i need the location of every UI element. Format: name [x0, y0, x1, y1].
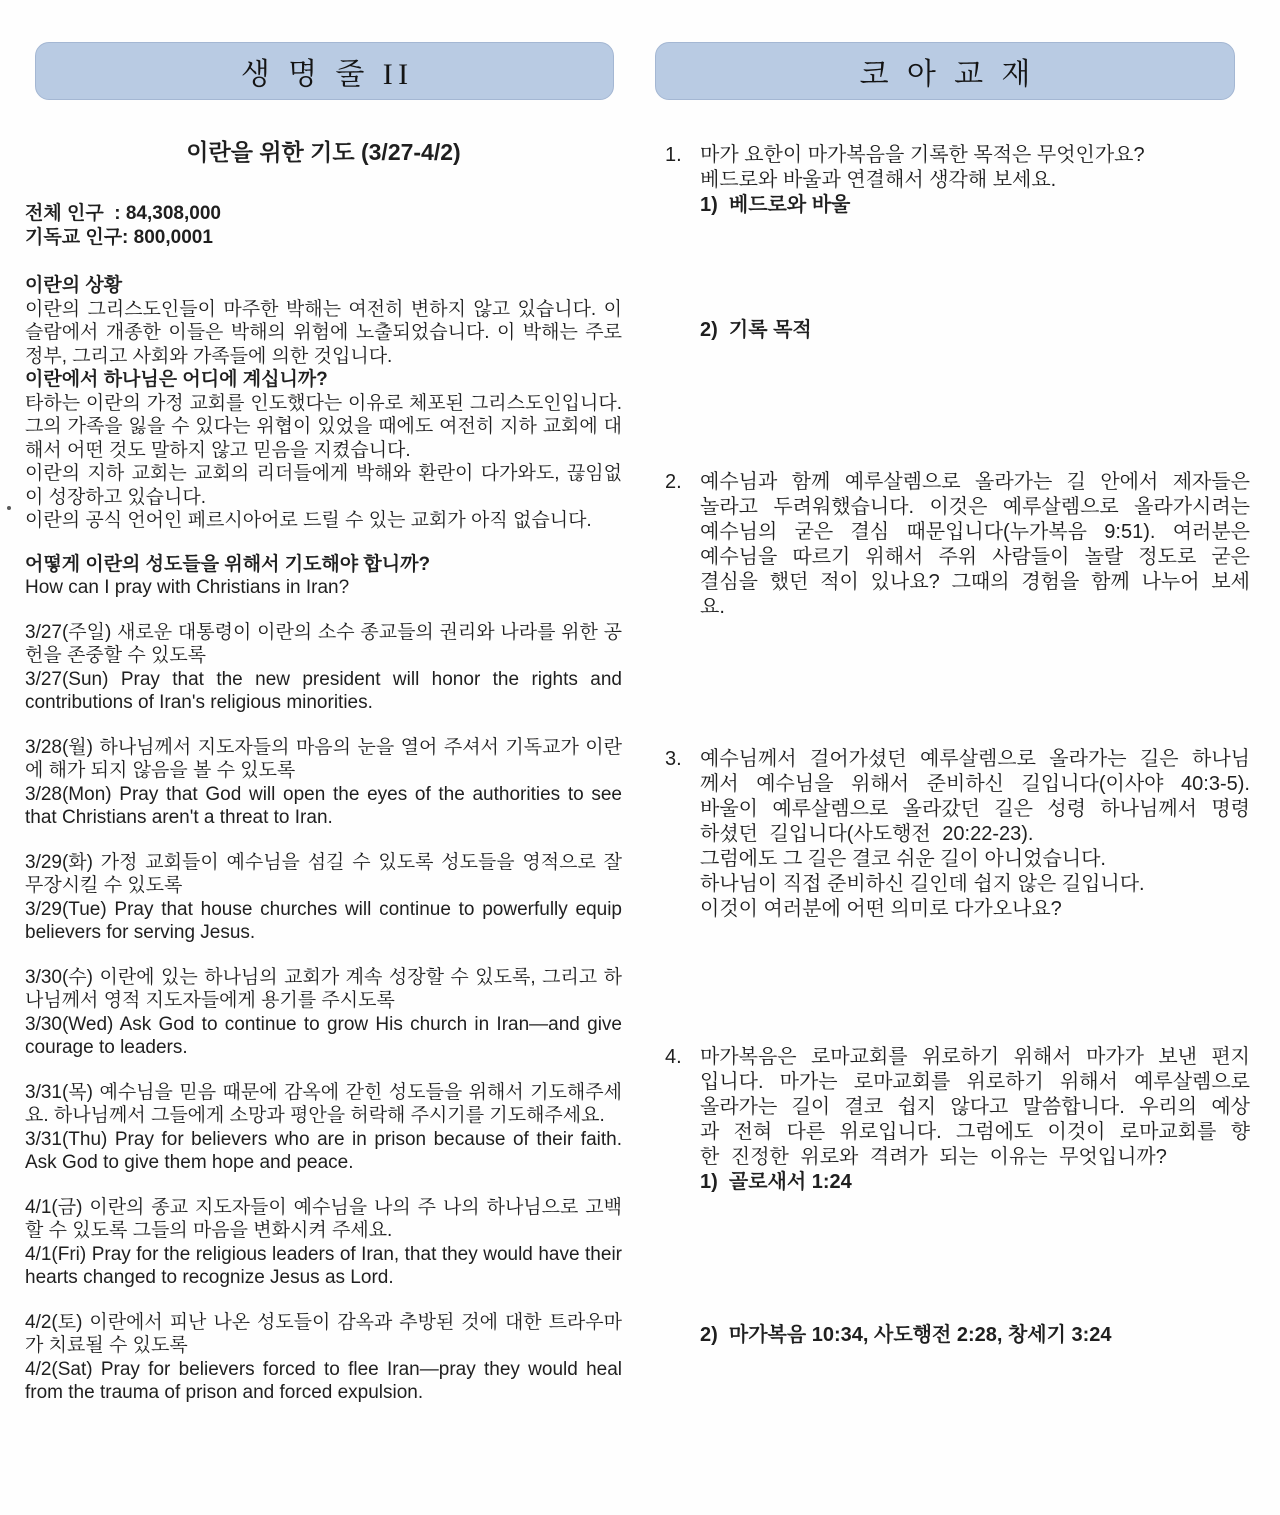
question-item — [665, 143, 1250, 343]
text-line: 4/2(Sat) Pray for believers forced to flee Iran—pray they would heal from the trauma of prison and forced expulsion. — [25, 1358, 622, 1403]
right-section-header — [655, 42, 1235, 100]
prayer-title: 이란을 위한 기도 (3/27-4/2) — [186, 139, 461, 165]
text-line: 예수님께서 걸어가셨던 예루살렘으로 올라가는 길은 하나님께서 예수님을 위해서 준비하신 길입니다(이사야 40:3-5). 바울이 예루살렘으로 올라갔던 길은 성령 하나님께서 명령하셨던 길입니다(사도행전 20:22-23). — [700, 748, 1250, 845]
population-total: 전체 인구 : 84,308,000 — [25, 203, 221, 224]
text-line: 하나님이 직접 준비하신 길인데 쉽지 않은 길입니다. — [700, 873, 1145, 895]
question-item — [665, 470, 1250, 620]
text-block — [25, 736, 622, 830]
text-line: 3/30(Wed) Ask God to continue to grow His church in Iran—and give courage to leaders. — [25, 1013, 622, 1058]
text-line: 그럼에도 그 길은 결코 쉬운 길이 아니었습니다. — [700, 848, 1106, 870]
text-line: 이란의 그리스도인들이 마주한 박해는 여전히 변하지 않고 있습니다. 이슬람에서 개종한 이들은 박해의 위험에 노출되었습니다. 이 박해는 주로 정부, 그리고 사회와 가족들에 의한 것입니다. — [25, 298, 622, 367]
population-stats — [25, 202, 622, 249]
text-line: 예수님과 함께 예루살렘으로 올라가는 길 안에서 제자들은 놀라고 두려워했습니다. 이것은 예루살렘으로 올라가시려는 예수님의 굳은 결심 때문입니다(누가복음 9:51). 여러분은 예수님을 따르기 위해서 주위 사람들이 놀랄 정도로 굳은 결심을 했던 적이 있나요? 그때의 경험을 함께 나누어 보세요. — [700, 471, 1250, 618]
text-line: 베드로와 바울과 연결해서 생각해 보세요. — [700, 169, 1057, 191]
question-item — [665, 1045, 1250, 1348]
text-line: How can I pray with Christians in Iran? — [25, 577, 350, 598]
text-block — [25, 553, 622, 600]
bold-text-line: 2) 기록 목적 — [700, 319, 812, 341]
bold-text-line: 1) 베드로와 바울 — [700, 194, 851, 216]
text-line: 3/31(목) 예수님을 믿음 때문에 감옥에 갇힌 성도들을 위해서 기도해주세요. 하나님께서 그들에게 소망과 평안을 허락해 주시기를 기도해주세요. — [25, 1081, 622, 1126]
text-line: 이것이 여러분에 어떤 의미로 다가오나요? — [700, 898, 1062, 920]
text-line: 3/27(Sun) Pray that the new president will honor the rights and contributions of Iran's religious minorities. — [25, 668, 622, 713]
left-header-label: 생 명 줄 II — [240, 58, 414, 91]
text-line: 3/30(수) 이란에 있는 하나님의 교회가 계속 성장할 수 있도록, 그리고 하나님께서 영적 지도자들에게 용기를 주시도록 — [25, 966, 622, 1011]
bold-text-line: 1) 골로새서 1:24 — [700, 1171, 852, 1193]
text-line: 타하는 이란의 가정 교회를 인도했다는 이유로 체포된 그리스도인입니다. 그의 가족을 잃을 수 있다는 위협이 있었을 때에도 여전히 지하 교회에 대해서 어떤 것도 말하지 않고 믿음을 지켰습니다. — [25, 392, 622, 461]
question-body — [700, 143, 1250, 343]
text-block — [25, 966, 622, 1060]
question-item — [665, 747, 1250, 922]
right-items — [665, 143, 1250, 1348]
bold-text-line: 이란에서 하나님은 어디에 계십니까? — [25, 369, 328, 390]
bold-text-line: 어떻게 이란의 성도들을 위해서 기도해야 합니까? — [25, 553, 431, 575]
text-block — [25, 1081, 622, 1175]
question-number: 3. — [665, 748, 682, 770]
text-line: 3/27(주일) 새로운 대통령이 이란의 소수 종교들의 권리와 나라를 위한 공헌을 존중할 수 있도록 — [25, 621, 622, 666]
text-line: 이란의 지하 교회는 교회의 리더들에게 박해와 환란이 다가와도, 끊임없이 성장하고 있습니다. — [25, 463, 622, 508]
left-column — [25, 42, 622, 1405]
text-line: 3/28(Mon) Pray that God will open the eyes of the authorities to see that Christians aren't a threat to Iran. — [25, 783, 622, 828]
question-body — [700, 1045, 1250, 1348]
question-number: 4. — [665, 1046, 682, 1068]
left-section-header — [35, 42, 614, 100]
text-line: 3/28(월) 하나님께서 지도자들의 마음의 눈을 열어 주셔서 기독교가 이란에 해가 되지 않음을 볼 수 있도록 — [25, 736, 622, 781]
right-header-label: 코 아 교 재 — [859, 58, 1036, 91]
text-block — [25, 851, 622, 945]
population-christian: 기독교 인구: 800,0001 — [25, 226, 213, 248]
question-number: 2. — [665, 471, 682, 493]
question-number: 1. — [665, 144, 682, 166]
question-body — [700, 470, 1250, 620]
text-line: 3/31(Thu) Pray for believers who are in prison because of their faith. Ask God to give them hope and peace. — [25, 1128, 622, 1173]
left-blocks — [25, 274, 622, 1405]
text-line: 4/2(토) 이란에서 피난 나온 성도들이 감옥과 추방된 것에 대한 트라우마가 치료될 수 있도록 — [25, 1311, 622, 1356]
text-line: 3/29(Tue) Pray that house churches will continue to powerfully equip believers for serving Jesus. — [25, 898, 622, 943]
text-block — [25, 1196, 622, 1290]
text-line: 3/29(화) 가정 교회들이 예수님을 섬길 수 있도록 성도들을 영적으로 잘 무장시킬 수 있도록 — [25, 851, 622, 896]
text-line: 마가 요한이 마가복음을 기록한 목적은 무엇인가요? — [700, 144, 1145, 166]
text-line: 마가복음은 로마교회를 위로하기 위해서 마가가 보낸 편지입니다. 마가는 로마교회를 위로하기 위해서 예루살렘으로 올라가는 길이 결코 쉽지 않다고 말씀합니다. 우리의 예상과 전혀 다른 위로입니다. 그럼에도 이것이 로마교회를 향한 진정한 위로와 격려가 되는 이유는 무엇입니까? — [700, 1046, 1250, 1168]
bold-text-line: 이란의 상황 — [25, 275, 123, 296]
scan-artifact-dot — [7, 506, 11, 510]
text-block — [25, 621, 622, 715]
text-block — [25, 274, 622, 533]
text-line: 이란의 공식 언어인 페르시아어로 드릴 수 있는 교회가 아직 없습니다. — [25, 510, 592, 531]
text-block — [25, 1311, 622, 1405]
question-body — [700, 747, 1250, 922]
text-line: 4/1(Fri) Pray for the religious leaders of Iran, that they would have their hearts changed to recognize Jesus as Lord. — [25, 1243, 622, 1288]
bold-text-line: 2) 마가복음 10:34, 사도행전 2:28, 창세기 3:24 — [700, 1324, 1112, 1346]
text-line: 4/1(금) 이란의 종교 지도자들이 예수님을 나의 주 나의 하나님으로 고백할 수 있도록 그들의 마음을 변화시켜 주세요. — [25, 1196, 622, 1241]
right-column — [665, 42, 1250, 1348]
